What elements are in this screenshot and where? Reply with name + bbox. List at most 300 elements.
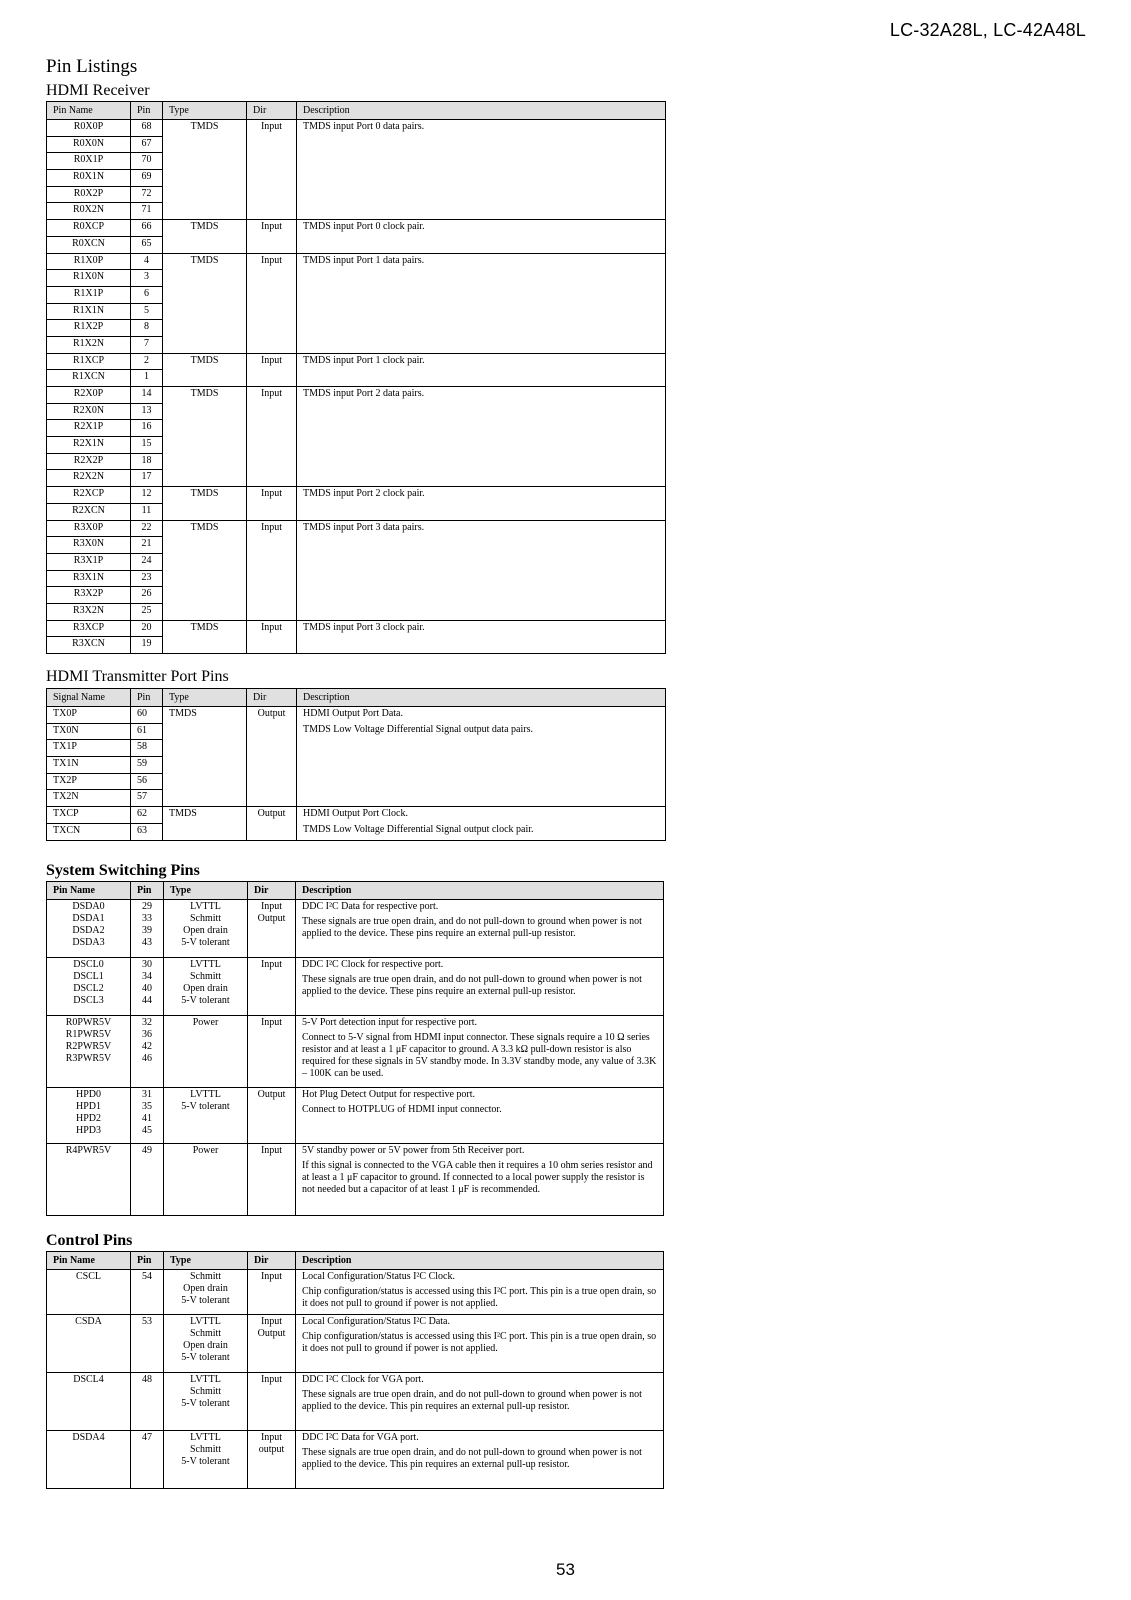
column-header: Type [164, 882, 248, 900]
pin-number: 33 [142, 913, 152, 924]
table-row [47, 387, 666, 404]
pin-name-cell [47, 1431, 131, 1489]
pin-name-cell [47, 1088, 131, 1144]
pin-number: 44 [142, 995, 152, 1006]
pin-name: R3XCP [47, 620, 131, 637]
pin-description [296, 1016, 664, 1088]
pin-number: 11 [131, 503, 163, 520]
pin-type: Schmitt [189, 971, 222, 982]
pin-name: DSCL0 [73, 959, 104, 970]
pin-name: R2X0P [47, 387, 131, 404]
pin-name-cell [47, 1373, 131, 1431]
table-row [47, 1088, 664, 1144]
pin-dir-cell [248, 1270, 296, 1315]
hdmi-transmitter-title: HDMI Transmitter Port Pins [46, 668, 229, 685]
pin-name: R0X1N [47, 170, 131, 187]
pin-number: 21 [131, 537, 163, 554]
pin-dir: Output [247, 707, 297, 807]
pin-name: R3X1N [47, 570, 131, 587]
column-header: Pin [131, 882, 164, 900]
pin-name: R1X2N [47, 336, 131, 353]
pin-description [296, 1373, 664, 1431]
pin-type: 5-V tolerant [181, 1295, 230, 1306]
pin-dir: Output [257, 1328, 286, 1339]
pin-number: 41 [142, 1113, 152, 1124]
description-title: HDMI Output Port Data. [303, 708, 403, 719]
pin-number: 63 [131, 823, 163, 840]
hdmi-receiver-table [46, 101, 666, 654]
pin-description: TMDS input Port 2 data pairs. [297, 387, 666, 487]
pin-number-cell [131, 1431, 164, 1489]
column-header: Dir [247, 102, 297, 120]
description-body: TMDS Low Voltage Differential Signal output clock pair. [303, 824, 534, 836]
pin-type-cell [164, 1144, 248, 1216]
pin-dir: Input [247, 620, 297, 653]
pin-number: 62 [131, 807, 163, 824]
pin-dir: Output [257, 913, 286, 924]
pin-number: 22 [131, 520, 163, 537]
pin-name: TX2P [47, 773, 131, 790]
pin-name-cell [47, 958, 131, 1016]
table-row [47, 1270, 664, 1315]
pin-type: 5-V tolerant [181, 995, 230, 1006]
column-header: Description [296, 882, 664, 900]
pin-type: 5-V tolerant [181, 1398, 230, 1409]
pin-name: R2X1P [47, 420, 131, 437]
pin-number: 18 [131, 453, 163, 470]
pin-description: TMDS input Port 3 data pairs. [297, 520, 666, 620]
pin-number: 49 [142, 1145, 152, 1156]
pin-type: TMDS [163, 487, 247, 520]
pin-type-cell [164, 900, 248, 958]
pin-number: 25 [131, 603, 163, 620]
pin-description [297, 807, 666, 840]
pin-number: 2 [131, 353, 163, 370]
pin-type: Schmitt [189, 1444, 222, 1455]
page-number: 53 [556, 1560, 575, 1579]
column-header: Dir [248, 1252, 296, 1270]
pin-type: LVTTL [190, 901, 221, 912]
pin-dir: Input [247, 353, 297, 386]
pin-dir: Input [260, 1145, 283, 1156]
pin-name: R0X2N [47, 203, 131, 220]
pin-number: 32 [142, 1017, 152, 1028]
pin-name: DSDA2 [72, 925, 105, 936]
pin-dir-cell [248, 1431, 296, 1489]
pin-name: R3X0N [47, 537, 131, 554]
pin-number: 60 [131, 707, 163, 724]
pin-number: 23 [131, 570, 163, 587]
pin-number: 31 [142, 1089, 152, 1100]
column-header: Description [297, 689, 666, 707]
pin-name: TX1N [47, 757, 131, 774]
pin-description [297, 707, 666, 807]
pin-number: 16 [131, 420, 163, 437]
table-row [47, 707, 666, 724]
pin-description [296, 1315, 664, 1373]
description-body: These signals are true open drain, and do not pull-down to ground when power is not applied to the device. These pins require an external pull-up resistor. [302, 974, 642, 997]
pin-name: DSDA1 [72, 913, 105, 924]
pin-name: R3PWR5V [65, 1053, 112, 1064]
description-body: Connect to 5-V signal from HDMI input connector. These signals require a 10 Ω series resistor and at least a 1 μF capacitor to ground. A 3.3 kΩ pull-down resistor is also required for these signals in 5V standby mode. In 3.3V standby mode, any value of 3.3K – 100K can be used. [302, 1032, 657, 1079]
description-body: Chip configuration/status is accessed using this I²C port. This pin is a true open drain, so it does not pull to ground if power is not applied. [302, 1286, 657, 1309]
pin-dir-cell [248, 1088, 296, 1144]
description-body: These signals are true open drain, and do not pull-down to ground when power is not applied to the device. This pin requires an external pull-up resistor. [302, 1389, 642, 1412]
pin-name: R3X2P [47, 587, 131, 604]
pin-type: LVTTL [190, 1432, 221, 1443]
pin-description [296, 900, 664, 958]
pin-type: Power [192, 1145, 219, 1156]
pin-dir-cell [248, 1373, 296, 1431]
pin-description [296, 1270, 664, 1315]
pin-description [296, 958, 664, 1016]
column-header: Description [296, 1252, 664, 1270]
pin-dir: Input [247, 120, 297, 220]
description-body: These signals are true open drain, and do not pull-down to ground when power is not applied to the device. This pin requires an external pull-up resistor. [302, 1447, 642, 1470]
pin-name: DSCL1 [73, 971, 104, 982]
pin-dir: Input [260, 1017, 283, 1028]
pin-number: 70 [131, 153, 163, 170]
pin-number: 13 [131, 403, 163, 420]
pin-name: DSDA3 [72, 937, 105, 948]
pin-number-cell [131, 1144, 164, 1216]
system-switching-table [46, 881, 664, 1216]
pin-name: HPD0 [75, 1089, 101, 1100]
pin-type: Open drain [183, 925, 228, 936]
description-body: TMDS Low Voltage Differential Signal output data pairs. [303, 724, 533, 735]
pin-description: TMDS input Port 3 clock pair. [297, 620, 666, 653]
column-header: Type [163, 102, 247, 120]
column-header: Pin Name [47, 882, 131, 900]
column-header: Pin Name [47, 102, 131, 120]
pin-name: R0X0N [47, 136, 131, 153]
pin-name: R1X1P [47, 286, 131, 303]
pin-name: TX0P [47, 707, 131, 724]
pin-type: TMDS [163, 620, 247, 653]
pin-number: 46 [142, 1053, 152, 1064]
pin-number: 67 [131, 136, 163, 153]
pin-name: R0X2P [47, 186, 131, 203]
pin-description: TMDS input Port 0 data pairs. [297, 120, 666, 220]
pin-number: 59 [131, 757, 163, 774]
pin-number: 42 [142, 1041, 152, 1052]
pin-dir-cell [248, 1315, 296, 1373]
pin-dir: Input [260, 1374, 283, 1385]
pin-description: TMDS input Port 0 clock pair. [297, 220, 666, 253]
pin-name: TXCP [47, 807, 131, 824]
pin-number: 53 [142, 1316, 152, 1327]
table-row [47, 1144, 664, 1216]
pin-name: DSDA0 [72, 901, 105, 912]
pin-name: R0X1P [47, 153, 131, 170]
pin-number: 3 [131, 270, 163, 287]
pin-dir-cell [248, 900, 296, 958]
pin-number: 36 [142, 1029, 152, 1040]
pin-dir: Input [247, 387, 297, 487]
pin-number: 15 [131, 437, 163, 454]
pin-name: R2X2P [47, 453, 131, 470]
table-row [47, 120, 666, 137]
pin-dir: Input [247, 520, 297, 620]
pin-name: R1XCN [47, 370, 131, 387]
pin-number: 39 [142, 925, 152, 936]
description-title: Local Configuration/Status I²C Data. [302, 1316, 450, 1327]
pin-name: R2XCP [47, 487, 131, 504]
pin-name: CSDA [75, 1316, 102, 1327]
description-title: 5V standby power or 5V power from 5th Receiver port. [302, 1145, 525, 1156]
pin-type-cell [164, 1373, 248, 1431]
pin-type: Open drain [183, 1340, 228, 1351]
pin-number-cell [131, 1088, 164, 1144]
pin-number: 12 [131, 487, 163, 504]
pin-description: TMDS input Port 1 data pairs. [297, 253, 666, 353]
pin-type: 5-V tolerant [181, 1101, 230, 1112]
pin-type-cell [164, 1016, 248, 1088]
pin-name: R0XCN [47, 236, 131, 253]
pin-type: Schmitt [189, 1271, 222, 1282]
pin-number: 45 [142, 1125, 152, 1136]
pin-type: LVTTL [190, 959, 221, 970]
pin-number: 58 [131, 740, 163, 757]
pin-number: 40 [142, 983, 152, 994]
pin-dir: Input [247, 220, 297, 253]
pin-name: R1X0P [47, 253, 131, 270]
pin-number-cell [131, 1270, 164, 1315]
pin-name-cell [47, 900, 131, 958]
pin-name: HPD1 [75, 1101, 101, 1112]
pin-name: TX1P [47, 740, 131, 757]
pin-type: Power [192, 1017, 219, 1028]
column-header: Dir [248, 882, 296, 900]
table-row [47, 1431, 664, 1489]
pin-type-cell [164, 1431, 248, 1489]
pin-type-cell [164, 1315, 248, 1373]
pin-type: TMDS [163, 387, 247, 487]
table-row [47, 807, 666, 824]
pin-type: 5-V tolerant [181, 1352, 230, 1363]
pin-number: 7 [131, 336, 163, 353]
column-header: Pin [131, 1252, 164, 1270]
pin-number: 69 [131, 170, 163, 187]
pin-number: 20 [131, 620, 163, 637]
pin-type: Schmitt [189, 1328, 222, 1339]
table-row [47, 253, 666, 270]
table-row [47, 353, 666, 370]
pin-number: 29 [142, 901, 152, 912]
hdmi-receiver-title: HDMI Receiver [46, 82, 150, 99]
pin-description [296, 1088, 664, 1144]
pin-number: 19 [131, 637, 163, 654]
pin-number: 6 [131, 286, 163, 303]
pin-type: Schmitt [189, 1386, 222, 1397]
pin-number: 26 [131, 587, 163, 604]
pin-name: R1X2P [47, 320, 131, 337]
table-row [47, 1373, 664, 1431]
system-switching-title: System Switching Pins [46, 862, 200, 879]
pin-type: TMDS [163, 707, 247, 807]
column-header: Pin [131, 102, 163, 120]
pin-name: DSDA4 [72, 1432, 105, 1443]
pin-name-cell [47, 1144, 131, 1216]
pin-name: TX2N [47, 790, 131, 807]
pin-type: TMDS [163, 120, 247, 220]
pin-type: Open drain [183, 1283, 228, 1294]
table-row [47, 1016, 664, 1088]
description-title: DDC I²C Clock for respective port. [302, 959, 444, 970]
pin-type: LVTTL [190, 1089, 221, 1100]
description-title: HDMI Output Port Clock. [303, 808, 408, 820]
description-title: DDC I²C Data for respective port. [302, 901, 439, 912]
pin-number: 43 [142, 937, 152, 948]
column-header: Pin [131, 689, 163, 707]
pin-name: R1X1N [47, 303, 131, 320]
pin-number: 72 [131, 186, 163, 203]
description-title: Hot Plug Detect Output for respective port. [302, 1089, 476, 1100]
pin-number-cell [131, 1315, 164, 1373]
pin-name: R3X0P [47, 520, 131, 537]
pin-number-cell [131, 958, 164, 1016]
control-pins-table [46, 1251, 664, 1489]
column-header: Pin Name [47, 1252, 131, 1270]
description-body: If this signal is connected to the VGA cable then it requires a 10 ohm series resistor and at least a 1 μF capacitor to ground. If connected to a local power supply the resistor is not needed but a capacitor of at least 1 μF is recommended. [302, 1160, 653, 1195]
pin-dir: Output [257, 1089, 286, 1100]
pin-number: 68 [131, 120, 163, 137]
column-header: Type [163, 689, 247, 707]
pin-type: TMDS [163, 253, 247, 353]
pin-name: R3X2N [47, 603, 131, 620]
pin-name-cell [47, 1315, 131, 1373]
pin-name-cell [47, 1270, 131, 1315]
pin-name-cell [47, 1016, 131, 1088]
pin-name: R2XCN [47, 503, 131, 520]
pin-description [296, 1431, 664, 1489]
pin-number: 54 [142, 1271, 152, 1282]
pin-type: LVTTL [190, 1374, 221, 1385]
pin-name: R1XCP [47, 353, 131, 370]
pin-number: 24 [131, 553, 163, 570]
pin-dir: Output [247, 807, 297, 840]
pin-dir: Input [260, 1316, 283, 1327]
pin-description: TMDS input Port 2 clock pair. [297, 487, 666, 520]
table-row [47, 1315, 664, 1373]
pin-number: 30 [142, 959, 152, 970]
pin-number: 47 [142, 1432, 152, 1443]
description-title: Local Configuration/Status I²C Clock. [302, 1271, 455, 1282]
pin-number: 34 [142, 971, 152, 982]
pin-type: LVTTL [190, 1316, 221, 1327]
pin-name: R2X0N [47, 403, 131, 420]
pin-dir: Input [260, 1432, 283, 1443]
pin-name: HPD2 [75, 1113, 101, 1124]
page-title: Pin Listings [46, 56, 138, 77]
pin-name: R1PWR5V [65, 1029, 112, 1040]
pin-type-cell [164, 1270, 248, 1315]
pin-number: 65 [131, 236, 163, 253]
control-pins-title: Control Pins [46, 1232, 133, 1249]
pin-dir-cell [248, 1144, 296, 1216]
pin-number: 1 [131, 370, 163, 387]
table-row [47, 520, 666, 537]
pin-name: TX0N [47, 723, 131, 740]
pin-number: 5 [131, 303, 163, 320]
pin-number-cell [131, 1016, 164, 1088]
pin-number: 61 [131, 723, 163, 740]
pin-number: 14 [131, 387, 163, 404]
pin-type-cell [164, 1088, 248, 1144]
column-header: Signal Name [47, 689, 131, 707]
pin-name: R1X0N [47, 270, 131, 287]
pin-dir: Input [260, 1271, 283, 1282]
pin-name: R3X1P [47, 553, 131, 570]
pin-name: R0PWR5V [65, 1017, 112, 1028]
pin-type: TMDS [163, 520, 247, 620]
table-row [47, 958, 664, 1016]
pin-description [296, 1144, 664, 1216]
pin-type: Open drain [183, 983, 228, 994]
pin-name: HPD3 [75, 1125, 101, 1136]
pin-number-cell [131, 1373, 164, 1431]
description-title: 5-V Port detection input for respective port. [302, 1017, 478, 1028]
pin-type: TMDS [163, 807, 247, 840]
pin-name: TXCN [47, 823, 131, 840]
pin-number: 57 [131, 790, 163, 807]
pin-description: TMDS input Port 1 clock pair. [297, 353, 666, 386]
pin-number: 17 [131, 470, 163, 487]
pin-type: 5-V tolerant [181, 1456, 230, 1467]
pin-number: 4 [131, 253, 163, 270]
pin-dir-cell [248, 958, 296, 1016]
description-body: Connect to HOTPLUG of HDMI input connector. [302, 1104, 502, 1115]
description-title: DDC I²C Data for VGA port. [302, 1432, 419, 1443]
pin-name: R0XCP [47, 220, 131, 237]
pin-name: DSCL3 [73, 995, 104, 1006]
pin-dir: Input [260, 959, 283, 970]
pin-number: 56 [131, 773, 163, 790]
pin-number: 35 [142, 1101, 152, 1112]
pin-dir: Input [260, 901, 283, 912]
pin-dir-cell [248, 1016, 296, 1088]
table-row [47, 900, 664, 958]
column-header: Dir [247, 689, 297, 707]
pin-name: CSCL [75, 1271, 101, 1282]
pin-name: DSCL2 [73, 983, 104, 994]
pin-name: R2X1N [47, 437, 131, 454]
pin-name: R3XCN [47, 637, 131, 654]
pin-name: R2X2N [47, 470, 131, 487]
pin-type: Schmitt [189, 913, 222, 924]
pin-type: 5-V tolerant [181, 937, 230, 948]
pin-name: R2PWR5V [65, 1041, 112, 1052]
column-header: Description [297, 102, 666, 120]
pin-number: 8 [131, 320, 163, 337]
table-row [47, 487, 666, 504]
table-row [47, 620, 666, 637]
pin-dir: Input [247, 253, 297, 353]
pin-name: DSCL4 [73, 1374, 104, 1385]
table-row [47, 220, 666, 237]
pin-type: TMDS [163, 220, 247, 253]
description-title: DDC I²C Clock for VGA port. [302, 1374, 424, 1385]
pin-name: R0X0P [47, 120, 131, 137]
model-number: LC-32A28L, LC-42A48L [889, 20, 1086, 40]
pin-number: 66 [131, 220, 163, 237]
pin-number-cell [131, 900, 164, 958]
column-header: Type [164, 1252, 248, 1270]
pin-name: R4PWR5V [65, 1145, 112, 1156]
pin-type: TMDS [163, 353, 247, 386]
pin-number: 48 [142, 1374, 152, 1385]
hdmi-transmitter-table [46, 688, 666, 841]
